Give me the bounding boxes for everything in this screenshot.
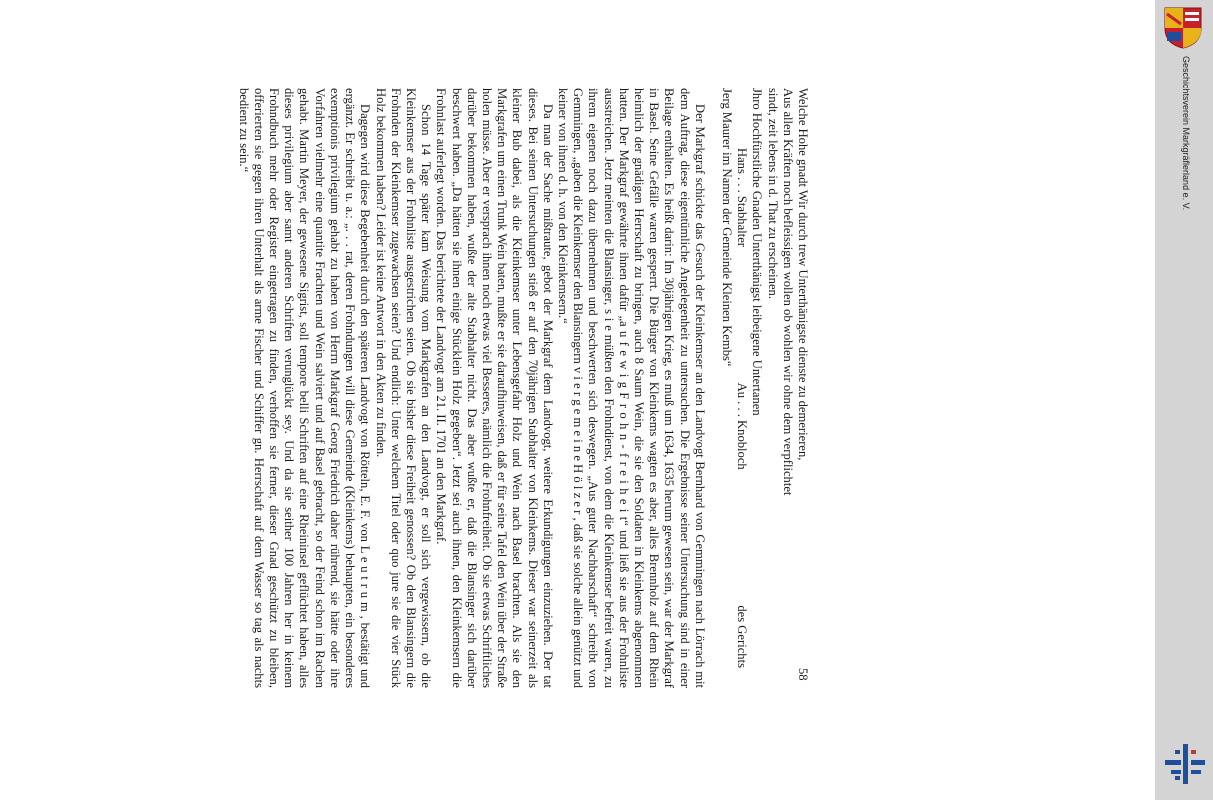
signature-stabhalter: Hans . . . Stabhalter: [735, 148, 750, 247]
society-line-2: Markgräflerland e. V.: [1181, 127, 1191, 211]
signature-line-2: [734, 148, 749, 668]
signature-gericht: des Gerichts: [735, 605, 750, 668]
coat-of-arms-icon: [1161, 6, 1205, 50]
page-body: [235, 88, 810, 688]
society-line-1: Geschichtsverein: [1181, 56, 1191, 126]
society-name: [1180, 56, 1192, 210]
page-number: 58: [796, 668, 810, 681]
signature-line-3: Jerg Maurer im Namen der Gemeinde Kleinen Kembs“: [719, 88, 734, 367]
ub-freiburg-logo-icon: [1163, 744, 1207, 784]
paragraph-1: Der Markgraf schickte das Gesuch der Kleinkemser an den Landvogt Bernhard von Gemmingen nach Lörrach mit dem Auftrag, diese eigentümliche Angelegenheit zu untersuchen. Die Ergebnisse seiner Untersuchung sind in einer Beilage enthalten. Es heißt darin: Im 30jährigen Krieg, es muß um 1634, 1635 herum gewesen sein, war der Markgraf in Basel. Seine Gefälle waren gesperrt. Die Bürger von Kleinkems wagten es aber, alles Brennholz auf dem Rhein heimlich der gnädigen Herrschaft zu bringen, auch 8 Saum Wein, die sie den Soldaten in Kleinkems abgenommen hatten. Der Markgraf gewährte ihnen dafür „a u f e w i g F r o h n - f r e i h e i t“ und ließ sie aus der Frohnliste ausstreichen. Jetzt meinten die Blansinger, s i e müßten den Frohndienst, von dem die Kleinkemser befreit waren, zu ihrem eigenen noch dazu übernehmen und beschwerten sich deswegen. „Aus guter Nachbarschaft“ schreibt von Gemmingen, „gaben die Kleinkemser den Blansingern v i e r g e m e i n e H ö l z e r , daß sie solche allein genützt und keiner von ihnen d. h. von den Kleinkemsern.“: [555, 88, 707, 688]
signature-line-1: Jhro Hochfürstliche Gnaden Unterthänigst leibeigene Untertanen: [750, 88, 765, 416]
signature-knobloch: Au . . . Knobloch: [735, 382, 750, 470]
paragraph-4: Dagegen wird diese Begebenheit durch den späteren Landvogt von Rötteln, E. F. von L e u t r u m , bestätigt und ergänzt. Er schreibt u. a.: „. . . rat, deren Frohndungen will diese Gemeinde (Kleinkems) behaupten, ein besonderes exemptionis privilegium gehabt zu haben von Herrn Markgraf Georg Friedrich daher rührend, sie hätte oder ihre Vorfahren vielmehr eine quantite Frachten und Wein salviert und auf Basel gebracht, so der Feind schon im Rachen gehabt. Martin Meyer, der gewesene Sigrist, soll tempore belli Schriften auf eine Rheininsel geflüchtet haben, alles dieses privilegium aber samt anderen Schriften verunglückt sey. Und da sie seither 100 Jahren her in keinem Frohndbuch mehr oder Register eingetragen zu finden, verhoffen sie ferner, dieser Gnad geschützt zu bleiben, offerierten sie gegen ihren Unterhalt als arme Fischer und Schiffer gn. Herrschaft auf dem Wasser so tag als nachts bedient zu sein.“: [236, 88, 373, 688]
opening-line-1: Welche Hohe gnadt Wir durch trew Unterthänigste dienste zu demerieren,: [796, 88, 810, 461]
opening-line-2: Aus allen Kräften noch befleissigen wollen ob wohlen wir ohne dem verpflichtet: [780, 88, 795, 496]
document-page: [100, 0, 1020, 800]
opening-line-3: sindt, zeit lebens in d. That zu erscheinen.: [765, 88, 780, 300]
paragraph-3: Schon 14 Tage später kam Weisung vom Markgrafen an den Landvogt, er soll sich vergewissern, ob die Kleinkemser aus der Frohnliste ausgestrichen seien. Ob sie bisher diese Freiheit genossen? Ob den Blansingern die Frohnden der Kleinkemser zugewachsen seien? Und endlich: Unter welchem Titel oder quo jure sie die vier Stück Holz bekommen haben? Leider ist keine Antwort in den Akten zu finden.: [373, 88, 434, 688]
paragraph-2: Da man der Sache mißtraute, gebot der Markgraf dem Landvogt, weitere Erkundigungen einzuziehen. Der tat dieses. Bei seinen Untersuchungen stieß er auf den 70jährigen Stabhalter von Kleinkems. Dieser war seinerzeit als kleiner Bub dabei, als die Kleinkemser unter Lebensgefahr Holz und Wein nach Basel brachten. Als sie den Markgrafen um einen Trunk Wein baten, mußte er sie daraufhinweisen, daß er für seine Tafel den Wein über der Straße holen müsse. Aber er versprach ihnen noch etwas viel Besseres, nämlich die Frohnfreiheit. Ob sie etwas Schriftliches darüber bekommen haben, wußte der alte Stabhalter nicht. Das aber wußte er, daß die Blansinger sich darüber beschwert haben. „Da hätten sie ihnen einige Stücklein Holz gegeben“. Jetzt sei auch ihnen, den Kleinkemsern die Frohnlast auferlegt worden. Das berichtete der Landvogt am 21. II. 1701 an den Markgraf.: [434, 88, 555, 688]
